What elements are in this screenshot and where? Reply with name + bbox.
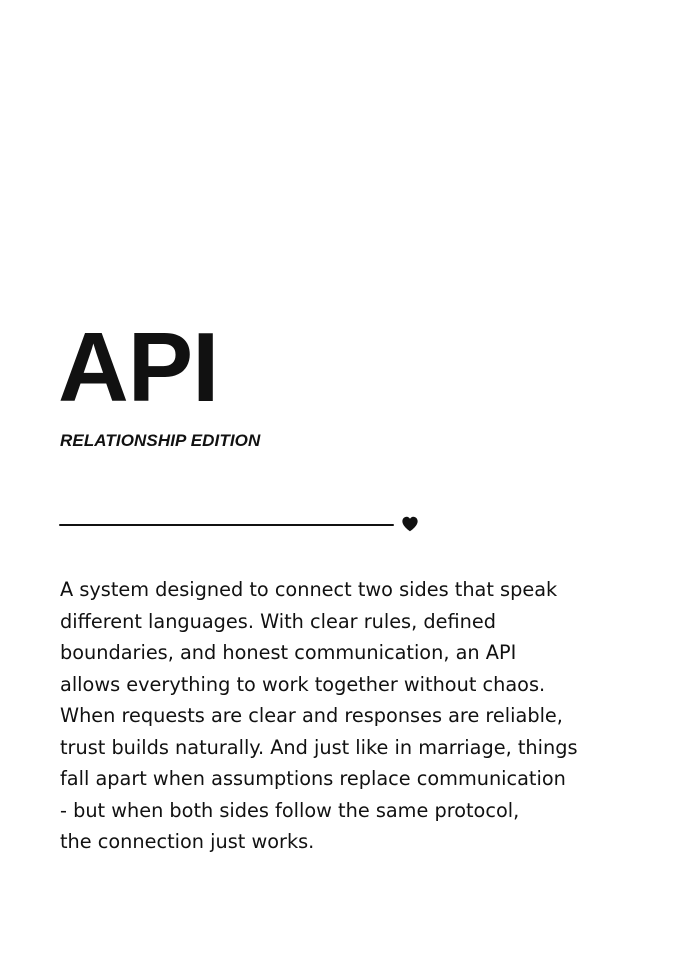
divider	[59, 516, 429, 534]
description-line: different languages. With clear rules, defined	[60, 609, 496, 633]
description-line: fall apart when assumptions replace communication	[60, 767, 566, 790]
heart-icon	[401, 516, 419, 532]
description-paragraph	[60, 574, 640, 858]
description-line: the connection just works.	[60, 830, 315, 853]
description-line: - but when both sides follow the same protocol,	[60, 798, 520, 822]
divider-line	[59, 524, 394, 526]
description-line: trust builds naturally. And just like in marriage, things	[60, 735, 578, 759]
description-line: allows everything to work together without chaos.	[60, 672, 546, 696]
page-subtitle: RELATIONSHIP EDITION	[60, 431, 261, 450]
description-line: When requests are clear and responses are reliable,	[60, 704, 563, 727]
page-title: API	[58, 312, 219, 422]
description-line: boundaries, and honest communication, an API	[60, 641, 517, 664]
description-line: A system designed to connect two sides that speak	[60, 578, 558, 601]
